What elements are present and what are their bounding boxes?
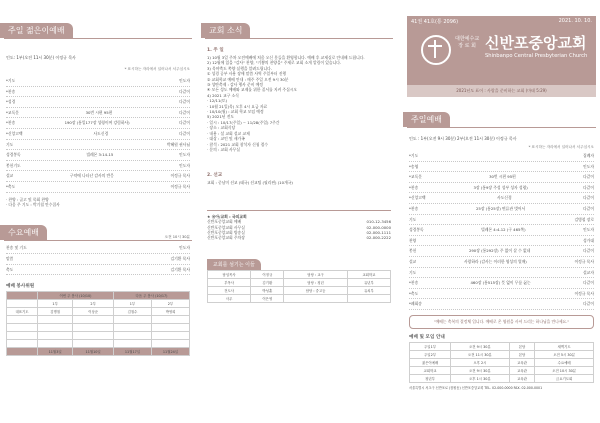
table-cell (113, 316, 151, 324)
table-cell: 교회학교 (410, 366, 451, 374)
sunday-order-list (403, 151, 600, 310)
contact-phone: 010-12-3456 (366, 219, 391, 225)
church-logo-icon (421, 35, 451, 65)
table-cell (73, 324, 114, 332)
order-label: 설교 (6, 173, 14, 179)
order-leader: 다같이 (582, 174, 594, 180)
worship-quote: "예배는 축복의 결정체 입니다. 예배로 온 영원을 사셔 드리는 하나님을 만나세요." (409, 315, 594, 329)
youth-order-row (6, 182, 190, 193)
order-label: 성경봉독 (409, 227, 424, 233)
order-label: *찬송 (6, 120, 16, 126)
order-leader: 다같이 (178, 109, 190, 115)
sunday-order-row (409, 225, 594, 236)
youth-order-row (6, 76, 190, 87)
order-detail (15, 76, 179, 86)
panel-cover (403, 0, 600, 423)
church-name-ko: 신반포중앙교회 (485, 34, 587, 52)
table-row (208, 278, 391, 286)
masthead (407, 27, 596, 85)
youth-order-row (6, 171, 190, 182)
order-detail: 30번 시편 95편 (489, 174, 516, 180)
table-row (410, 350, 594, 358)
order-label: 말씀 (6, 255, 14, 261)
sunday-order-row (409, 215, 594, 226)
contact-name: 신반포중앙교회 방송실 (207, 229, 245, 235)
news-section-sunday: 1. 주 일 (207, 48, 224, 53)
order-detail: 사도신경 (496, 195, 512, 201)
order-detail (13, 265, 170, 275)
table-cell: 오전 9시 30분 (451, 366, 510, 374)
order-label: 기도 (409, 216, 417, 222)
table-cell: 유치부 (347, 286, 390, 294)
sunday-service-line: 인도 : 1부(오전 9시 30분) 2부(오전 11시 30분) 이정규 목사 (409, 136, 517, 141)
sunday-order-row (409, 193, 594, 204)
order-detail: 460장 (통515장) 뜻 없이 무릎 꿇는 (470, 280, 531, 286)
order-leader: 성가대 (582, 237, 594, 243)
youth-worship-tab: 주일 젊은이예배 (0, 23, 73, 38)
sunday-order-row (409, 299, 594, 310)
table-cell: 본당 (509, 342, 535, 350)
news-item: · 장소 : 교회식당 (207, 125, 236, 131)
news-item: · 참석 : 2021 교회 참석자 신청 접수 (207, 141, 268, 147)
contact-item (207, 235, 391, 240)
order-label: *찬송 (6, 88, 16, 94)
issue-bar (407, 16, 596, 27)
table-cell: 김철수 (113, 308, 151, 316)
news-item: ③ 성탄축제 : 감사 행사 준비 예정 (207, 82, 263, 88)
news-item: 1) 10월 3일 주차 오전예배에 처음 오신 분들을 환영합니다. 예배 후 교제실로 안내해 드립니다. (207, 55, 365, 60)
order-leader: 다같이 (582, 184, 594, 190)
sunday-order-row (409, 183, 594, 194)
news-item: ① 성경 공부 사용 장애 말씀 사역 주일부터 진행 (207, 71, 287, 77)
contacts-title: ★ 유아/교회 : 국외교회 (207, 213, 247, 219)
order-label: *기도 (6, 78, 16, 83)
table-cell: 김기환 (251, 278, 284, 286)
youth-service-line: 인도: 1부(오전 11시 30분) 이정규 목사 (6, 55, 76, 60)
volunteer-head-next-week: 다음 주 봉사 (10/17) (113, 292, 189, 300)
table-cell (38, 340, 73, 348)
order-detail (418, 162, 583, 172)
order-label: 기도 (6, 141, 14, 147)
news-item: · 문의 : 교회 사무실 (207, 146, 240, 152)
table-cell (7, 324, 38, 332)
order-detail: 290장 (통292장) 주 없이 살 수 없네 (468, 248, 531, 254)
table-cell: 주일2부 (410, 350, 451, 358)
order-label: *성경 (6, 99, 16, 105)
table-cell: 주일1부 (410, 342, 451, 350)
table-row (7, 332, 190, 340)
table-cell (151, 316, 189, 324)
order-leader: 다같이 (582, 248, 594, 254)
order-detail: 사도신경 (93, 130, 109, 136)
table-cell: 11월24일 (151, 348, 189, 356)
order-leader: 인도자 (178, 245, 190, 251)
table-cell (113, 340, 151, 348)
table-cell: 부목사 (208, 278, 251, 286)
table-row (7, 340, 190, 348)
sunday-standing-note: * 표시하는 자리에서 일어나서 서주십시오 (528, 145, 594, 149)
table-row (410, 342, 594, 350)
order-detail (13, 140, 166, 150)
order-leader: 다같이 (178, 88, 190, 94)
issue-volume: 41권 41호(통 2096) (411, 19, 459, 25)
table-cell: 담당 : 중고등 (284, 286, 347, 294)
table-cell: 담임목사 (208, 270, 251, 278)
news-item: · 일시 : 10/17(주일) ~ 11/28(주일) 7주간 (207, 119, 280, 125)
table-cell (7, 316, 38, 324)
order-detail (13, 254, 170, 264)
order-leader: 박혜원 권사님 (166, 141, 190, 147)
order-detail: 30번 시편 95편 (85, 109, 113, 115)
order-detail: 190장 (통일177장 성령이여 강림하사) (64, 120, 130, 126)
order-leader: 이정규 목사 (574, 258, 594, 264)
table-cell (7, 340, 38, 348)
church-address: 서울특별시 서초구 신반포로 (잠원동) 신반포중앙교회 TEL. 02-000-0000 FAX. 02-000-0001 (409, 385, 543, 390)
order-leader: 이정규 목사 (574, 290, 594, 296)
order-leader: 다같이 (178, 120, 190, 126)
order-detail (21, 161, 179, 171)
youth-order-row (6, 118, 190, 129)
order-label: *찬송 (409, 184, 419, 190)
table-cell (151, 332, 189, 340)
order-detail (422, 299, 583, 309)
contact-name: 신반포중앙교회 주차장 (207, 235, 245, 241)
sunday-order-row (409, 151, 594, 162)
table-cell: 1부 (38, 300, 73, 308)
order-leader: 인도자 (178, 152, 190, 158)
order-leader: 인도자 (582, 227, 594, 233)
order-leader: 집례자 (582, 153, 594, 158)
table-cell (113, 332, 151, 340)
table-cell: 오전 9시 30분 (451, 342, 510, 350)
order-label: *찬송 (409, 205, 419, 211)
table-row (208, 286, 391, 294)
table-cell: 교육관 (509, 374, 535, 382)
table-cell (7, 300, 38, 308)
table-cell (38, 316, 73, 324)
table-cell: 이정규 (251, 270, 284, 278)
order-leader: 인도자 (178, 162, 190, 168)
news-item: 4) 2021 교구 소식 (207, 92, 239, 98)
mission-line: 교회 : 중남미 선교 (태국) 선교팀 (필리핀) (10개국) (207, 180, 293, 186)
order-detail: 빌레몬 4:4-12 (구 465쪽) (481, 227, 526, 233)
sunday-order-row (409, 257, 594, 268)
order-label: 찬양 (409, 237, 417, 243)
sunday-order-row (409, 162, 594, 173)
wednesday-worship-tab: 수요예배 (0, 225, 47, 240)
table-row (410, 358, 594, 366)
table-cell: 본당 (509, 350, 535, 358)
youth-order-row (6, 140, 190, 151)
order-label: *축도 (409, 290, 419, 296)
order-detail: 25장 (통25장) 면류관 벗어서 (475, 205, 526, 211)
order-label: *송영 (409, 163, 419, 169)
table-cell (151, 340, 189, 348)
order-detail: 빌레몬 3:14-15 (86, 152, 114, 158)
wednesday-order-row (6, 265, 190, 276)
table-cell: 교육관 (509, 366, 535, 374)
table-cell: 2부 (73, 300, 114, 308)
order-leader: 다같이 (582, 280, 594, 286)
staff-table (207, 270, 391, 303)
table-cell: 대표기도 (7, 308, 38, 316)
news-item: · 대상 : 교인 및 새가족 (207, 136, 245, 142)
table-cell: 교육관 (509, 358, 535, 366)
table-cell: 1부 (113, 300, 151, 308)
youth-order-row (6, 129, 190, 140)
contact-name: 신반포중앙교회 예배 (207, 219, 242, 225)
news-item: · 10월 21일(목) 오후 4시 요금 자료 (207, 103, 268, 109)
sunday-worship-tab: 주일예배 (403, 112, 450, 127)
order-leader: 설교자 (582, 269, 594, 275)
table-cell: 박영희 (151, 308, 189, 316)
news-item: ④ 모든 성도 예배와 교제를 위한 질서를 지켜 주십시오 (207, 87, 298, 93)
order-label: 설교 (409, 258, 417, 264)
news-item: 3) 목야축도 쪽양 실행을 알려드립니다. (207, 65, 272, 71)
volunteer-date-row (7, 348, 190, 356)
order-leader: 이정규 목사 (170, 173, 190, 179)
panel-youth-worship (0, 0, 196, 423)
order-label: *교독문 (409, 174, 422, 180)
table-cell (7, 332, 38, 340)
standing-note: * 표시하는 자리에서 일어나서 서주십시오 (124, 67, 190, 71)
order-leader: 김병철 장로 (574, 216, 594, 222)
news-item: 5) 2021년 전도 (207, 114, 234, 120)
church-news-tab: 교회 소식 (201, 23, 250, 38)
table-cell: 2부 (151, 300, 189, 308)
table-cell: 새벽기도 (535, 342, 594, 350)
order-label: *찬송 (409, 280, 419, 286)
table-cell: 교회학교 (347, 270, 390, 278)
staff-table-title: 교회를 섬기는 이들 (207, 259, 261, 270)
news-item: · 12/11(토) (207, 98, 227, 104)
order-label: *축도 (6, 183, 16, 189)
sunday-order-row (409, 204, 594, 215)
table-cell (73, 332, 114, 340)
order-leader: 다같이 (582, 205, 594, 211)
panel-church-news (201, 0, 397, 423)
table-cell (151, 324, 189, 332)
youth-order-row (6, 87, 190, 98)
table-cell: 11월10일 (73, 348, 114, 356)
table-cell: 11월3일 (38, 348, 73, 356)
order-label: *기도 (409, 153, 419, 158)
news-item: ② 교회학교 예배 안내 : 매주 주일 오전 9시 30분 (207, 76, 289, 82)
sunday-order-row (409, 268, 594, 279)
church-name-en: Shinbanpo Central Presbyterian Church (485, 53, 588, 59)
news-list (207, 55, 391, 152)
footnote-praise: · 찬양 : 골고 및 목회 찬양 (6, 196, 49, 202)
table-cell: 이은영 (251, 294, 284, 302)
table-cell: 담당 : 청년 (284, 278, 347, 286)
wednesday-order-row (6, 243, 190, 254)
news-section-mission: 2. 선교 (207, 173, 223, 179)
table-cell: 전도사 (208, 286, 251, 294)
order-label: 성경봉독 (6, 152, 21, 158)
order-detail (416, 236, 583, 246)
youth-order-list (0, 76, 196, 193)
order-label: 축도 (6, 266, 14, 272)
table-cell: 금요기도회 (535, 374, 594, 382)
denomination-line-2: 장 로 회 (458, 43, 476, 49)
table-row (7, 308, 190, 316)
table-row (7, 324, 190, 332)
news-item: · 내용 : 설 교회 설교 교제 (207, 130, 250, 136)
youth-order-row (6, 150, 190, 161)
order-label: *신앙고백 (6, 130, 23, 136)
wednesday-order-list (0, 243, 196, 275)
table-cell (347, 294, 390, 302)
order-detail (418, 151, 583, 161)
order-leader: 다같이 (178, 130, 190, 136)
table-cell (7, 348, 38, 356)
table-cell (38, 332, 73, 340)
volunteer-table-title: 예배 봉사위원 (6, 284, 35, 290)
table-cell: 젊은이예배 (410, 358, 451, 366)
table-cell: 오전 10시 30분 (535, 366, 594, 374)
news-item: · 10/10(월) : 교회 학교 모임 예정 (207, 109, 264, 115)
order-label: *폐회송 (409, 301, 422, 307)
order-leader: 다같이 (178, 99, 190, 105)
wednesday-order-row (6, 254, 190, 265)
annual-motto: 2021년도 표어 : 사랑을 준비하는 교회 (마태 5:29) (407, 85, 596, 97)
sunday-order-row (409, 236, 594, 247)
schedule-table (409, 342, 594, 383)
order-leader: 김기환 목사 (170, 266, 190, 272)
table-cell (284, 294, 347, 302)
volunteer-table-corner (7, 292, 38, 300)
table-row (7, 316, 190, 324)
order-label: 봉헌기도 (6, 162, 21, 168)
contacts-list (207, 219, 391, 241)
table-cell: 오후 1시 30분 (451, 374, 510, 382)
table-cell: 사무 (208, 294, 251, 302)
table-cell: 11월17일 (113, 348, 151, 356)
order-leader: 다같이 (582, 195, 594, 201)
order-detail: 사랑하라 (감사는 이러한 영성의 열매) (463, 258, 527, 264)
table-row (208, 270, 391, 278)
contact-phone: 02-000-2222 (366, 235, 391, 241)
denomination-line-1: 대한예수교 (455, 36, 480, 42)
table-cell: 담당 : 교구 (284, 270, 347, 278)
volunteer-head-this-week: 이번 주 봉사 (10/10) (38, 292, 114, 300)
volunteer-table (6, 291, 190, 356)
schedule-title: 예배 및 모임 안내 (409, 334, 445, 340)
table-cell: 청년부 (410, 374, 451, 382)
contact-phone: 02-000-1111 (366, 229, 391, 235)
order-detail (15, 97, 179, 107)
wednesday-time: 오전 10시 30분 (164, 235, 190, 240)
order-leader: 인도자 (178, 78, 190, 83)
order-label: *교독문 (6, 109, 19, 115)
table-cell: 오전 5시 30분 (535, 350, 594, 358)
table-cell: 수요예배 (535, 358, 594, 366)
table-row (410, 366, 594, 374)
table-cell: 박성훈 (251, 286, 284, 294)
order-detail (416, 215, 574, 225)
sunday-order-row (409, 172, 594, 183)
volunteer-subheader-row (7, 300, 190, 308)
order-label: *신앙고백 (409, 195, 426, 201)
youth-order-row (6, 108, 190, 119)
youth-order-row (6, 97, 190, 108)
contact-phone: 02-000-0000 (366, 224, 391, 230)
order-leader: 다같이 (582, 301, 594, 307)
order-detail: 구약에 나타난 감사의 반응 (69, 173, 114, 179)
issue-date: 2021. 10. 10. (558, 18, 592, 24)
table-cell: 오후 2시 (451, 358, 510, 366)
order-detail (15, 182, 170, 192)
order-detail (15, 87, 179, 97)
table-cell: 이상준 (73, 308, 114, 316)
table-cell (38, 324, 73, 332)
order-label: 기도 (409, 269, 417, 275)
contact-name: 신반포중앙교회 사무실 (207, 224, 245, 230)
table-cell (73, 340, 114, 348)
order-label: 봉헌 (409, 248, 417, 254)
order-label: 찬송 및 기도 (6, 245, 27, 251)
sunday-order-row (409, 278, 594, 289)
table-cell (73, 316, 114, 324)
order-leader: 인도자 (582, 163, 594, 169)
table-cell: 유년부 (347, 278, 390, 286)
table-cell: 오전 11시 30분 (451, 350, 510, 358)
news-item: 2) 12월에 있을 "감사" 찬양, "기쁨의 찬양을" 주제로 교회 소개 알림이 있습니다. (207, 60, 342, 66)
sunday-order-row (409, 289, 594, 300)
order-detail (27, 243, 179, 253)
order-leader: 이정규 목사 (170, 183, 190, 189)
youth-order-row (6, 161, 190, 172)
table-cell (113, 324, 151, 332)
table-row (208, 294, 391, 302)
sunday-order-row (409, 246, 594, 257)
order-detail (418, 289, 574, 299)
footnote-next-prayer: · 다음 주 기도 : 박기철 안수집사 (6, 201, 60, 207)
order-detail (416, 268, 583, 278)
order-detail: 3장 (통9장 주성 성부 성자 성령) (473, 184, 528, 190)
table-row (410, 374, 594, 382)
order-leader: 김기환 목사 (170, 255, 190, 261)
table-cell: 김병철 (38, 308, 73, 316)
